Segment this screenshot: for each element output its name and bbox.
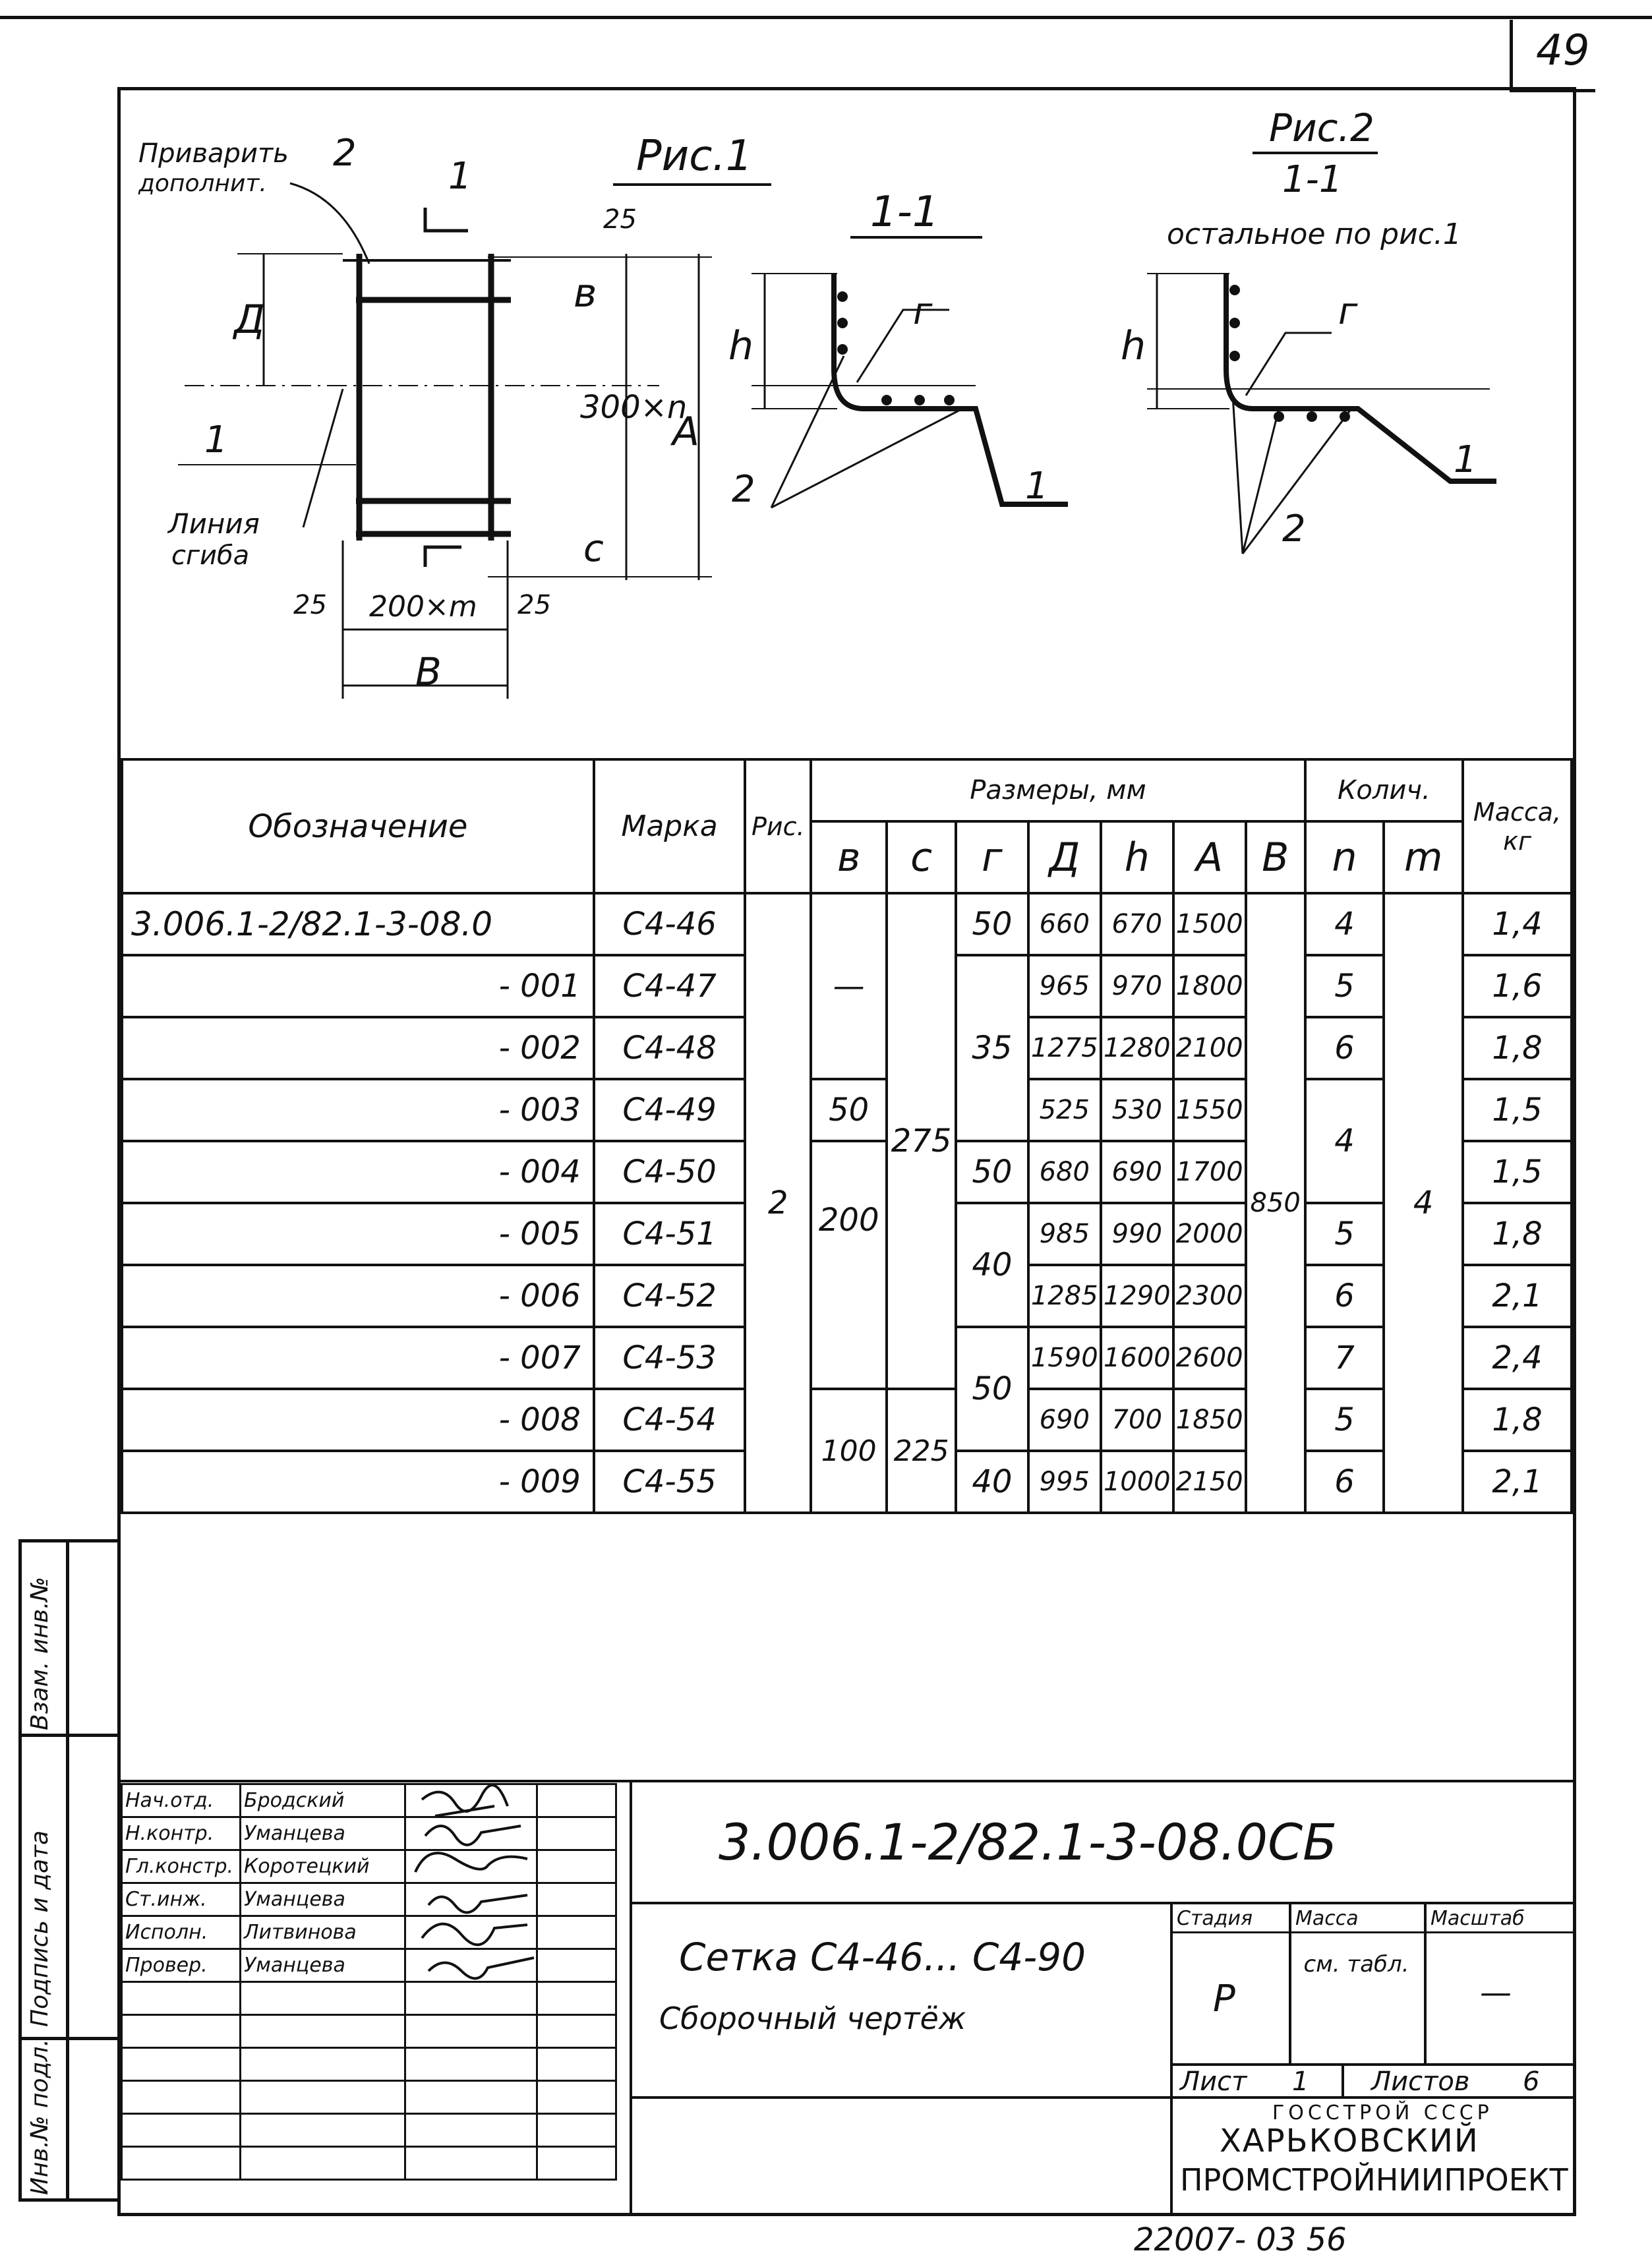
section-label-1: 1 bbox=[1025, 465, 1049, 508]
A-cell: 1500 bbox=[1173, 893, 1246, 955]
dim-D: Д bbox=[234, 297, 265, 343]
leader-2b bbox=[771, 409, 962, 508]
fig2-label-2: 2 bbox=[1282, 508, 1306, 550]
side-label-inv-original: Инв.№ подл. bbox=[26, 2039, 53, 2195]
A-cell: 1550 bbox=[1173, 1079, 1246, 1141]
signer-role: Провер. bbox=[122, 1949, 241, 1982]
A-cell: 2300 bbox=[1173, 1265, 1246, 1327]
mark-cell: С4-55 bbox=[594, 1451, 746, 1513]
dim-A: А bbox=[672, 409, 700, 455]
signer-name: Уманцева bbox=[241, 1883, 405, 1916]
g-cell: 50 bbox=[956, 1141, 1028, 1203]
A-cell: 1850 bbox=[1173, 1389, 1246, 1451]
rebar-dot bbox=[1340, 411, 1350, 422]
mass-cell: 1,4 bbox=[1463, 893, 1572, 955]
designation-cell: - 006 bbox=[122, 1265, 594, 1327]
signer-name: Уманцева bbox=[241, 1817, 405, 1850]
stage-value: Р bbox=[1213, 1978, 1235, 2020]
v-cell: 50 bbox=[811, 1079, 887, 1141]
signer-row bbox=[122, 1949, 616, 1982]
A-cell: 2600 bbox=[1173, 1327, 1246, 1389]
designation-cell: - 003 bbox=[122, 1079, 594, 1141]
A-cell: 1800 bbox=[1173, 955, 1246, 1017]
designation-cell: - 008 bbox=[122, 1389, 594, 1451]
side-label-signature-date: Подпись и дата bbox=[26, 1830, 53, 2027]
signer-name: Коротецкий bbox=[241, 1850, 405, 1883]
mass-cell: 1,5 bbox=[1463, 1141, 1572, 1203]
col-mass: Масса, кг bbox=[1463, 759, 1572, 893]
scale-label: Масштаб bbox=[1431, 1907, 1525, 1930]
signer-row bbox=[122, 1883, 616, 1916]
blank-row bbox=[122, 1982, 616, 2015]
rebar-dot bbox=[914, 395, 925, 405]
rebar-dot bbox=[837, 291, 848, 302]
A-cell: 2000 bbox=[1173, 1203, 1246, 1265]
date-cell bbox=[537, 1949, 616, 1982]
col-dims-group: Размеры, мм bbox=[811, 759, 1305, 821]
mark-cell: С4-49 bbox=[594, 1079, 746, 1141]
g-cell: 35 bbox=[956, 955, 1028, 1141]
mark-cell: С4-54 bbox=[594, 1389, 746, 1451]
dim-300n: 300×n bbox=[580, 389, 688, 426]
section-1-1-title: 1-1 bbox=[870, 188, 939, 237]
sheets-value: 6 bbox=[1523, 2067, 1540, 2097]
dim-c: с bbox=[583, 527, 604, 570]
D-cell: 965 bbox=[1028, 955, 1101, 1017]
col-A: А bbox=[1173, 821, 1246, 893]
col-D: Д bbox=[1028, 821, 1101, 893]
section-label-1-top: 1 bbox=[448, 155, 472, 198]
date-cell bbox=[537, 1883, 616, 1916]
col-mark: Марка bbox=[594, 759, 746, 893]
h-cell: 1000 bbox=[1101, 1451, 1173, 1513]
title-block-vsep-2 bbox=[1170, 1902, 1173, 2215]
signer-row bbox=[122, 1850, 616, 1883]
fig1-label-1: 1 bbox=[204, 419, 228, 461]
fig1-title: Рис.1 bbox=[636, 132, 753, 181]
date-cell bbox=[537, 1850, 616, 1883]
dim-200m: 200×m bbox=[369, 590, 477, 624]
designation-cell: - 001 bbox=[122, 955, 594, 1017]
mass-cell: 1,8 bbox=[1463, 1203, 1572, 1265]
header-row-1 bbox=[122, 759, 1572, 821]
scale-value: — bbox=[1480, 1974, 1512, 2011]
signer-role: Нач.отд. bbox=[122, 1784, 241, 1817]
bottom-stamp: 22007- 03 56 bbox=[1134, 2221, 1347, 2258]
specification-table bbox=[121, 758, 1573, 1514]
n-cell: 5 bbox=[1305, 1203, 1384, 1265]
dim-B: В bbox=[415, 649, 442, 694]
title-block-hsep-3 bbox=[1170, 1931, 1573, 1933]
designation-cell: - 002 bbox=[122, 1017, 594, 1079]
designation-cell: - 009 bbox=[122, 1451, 594, 1513]
fig2-dim-g: г bbox=[1338, 290, 1358, 333]
mass-value: см. табл. bbox=[1303, 1951, 1409, 1978]
g-cell: 40 bbox=[956, 1451, 1028, 1513]
col-B: В bbox=[1246, 821, 1305, 893]
table-row bbox=[122, 893, 1572, 955]
D-cell: 985 bbox=[1028, 1203, 1101, 1265]
date-cell bbox=[537, 1916, 616, 1949]
side-strip-sep-1 bbox=[18, 1734, 117, 1737]
rebar-dot bbox=[1307, 411, 1317, 422]
rebar-dot bbox=[1229, 285, 1240, 295]
mass-cell: 2,4 bbox=[1463, 1327, 1572, 1389]
fig2-section-title: 1-1 bbox=[1282, 158, 1343, 201]
mark-cell: С4-48 bbox=[594, 1017, 746, 1079]
section-dim-g: г bbox=[913, 290, 933, 333]
D-cell: 680 bbox=[1028, 1141, 1101, 1203]
c-cell: 275 bbox=[887, 893, 956, 1389]
g-cell: 50 bbox=[956, 1327, 1028, 1451]
doc-name-line2: Сборочный чертёж bbox=[659, 2001, 966, 2036]
n-cell: 7 bbox=[1305, 1327, 1384, 1389]
mark-cell: С4-51 bbox=[594, 1203, 746, 1265]
signer-role: Исполн. bbox=[122, 1916, 241, 1949]
rebar-dot bbox=[881, 395, 892, 405]
n-cell: 4 bbox=[1305, 1079, 1384, 1203]
A-cell: 2150 bbox=[1173, 1451, 1246, 1513]
title-block-vsep-3 bbox=[1289, 1902, 1291, 2063]
col-designation: Обозначение bbox=[122, 759, 594, 893]
date-cell bbox=[537, 1817, 616, 1850]
signer-row bbox=[122, 1817, 616, 1850]
leader-g2 bbox=[1246, 333, 1332, 396]
doc-name-line1: Сетка С4-46... С4-90 bbox=[679, 1935, 1086, 1980]
blank-row bbox=[122, 2081, 616, 2114]
n-cell: 6 bbox=[1305, 1017, 1384, 1079]
fig1-label-2: 2 bbox=[333, 132, 357, 175]
h-cell: 690 bbox=[1101, 1141, 1173, 1203]
col-m: m bbox=[1384, 821, 1463, 893]
dim-v: в bbox=[574, 270, 597, 316]
signer-row bbox=[122, 1916, 616, 1949]
mark-cell: С4-47 bbox=[594, 955, 746, 1017]
col-c: с bbox=[887, 821, 956, 893]
signature bbox=[405, 1817, 537, 1850]
mass-cell: 1,8 bbox=[1463, 1017, 1572, 1079]
designation-cell: - 007 bbox=[122, 1327, 594, 1389]
org-line3: ПРОМСТРОЙНИИПРОЕКТ bbox=[1180, 2162, 1568, 2198]
section-dim-h: h bbox=[728, 323, 754, 369]
side-strip-divider bbox=[66, 1539, 69, 2202]
signer-role: Гл.констр. bbox=[122, 1850, 241, 1883]
blank-row bbox=[122, 2015, 616, 2048]
A-cell: 1700 bbox=[1173, 1141, 1246, 1203]
B-cell: 850 bbox=[1246, 893, 1305, 1513]
weld-note-line1: Приварить bbox=[138, 138, 289, 169]
table-row bbox=[122, 1079, 1572, 1141]
n-cell: 4 bbox=[1305, 893, 1384, 955]
sheet-value: 1 bbox=[1292, 2067, 1309, 2097]
mass-cell: 2,1 bbox=[1463, 1451, 1572, 1513]
D-cell: 1590 bbox=[1028, 1327, 1101, 1389]
assembly-drawing bbox=[0, 0, 1652, 758]
sheet-label: Лист bbox=[1180, 2067, 1247, 2097]
mass-cell: 2,1 bbox=[1463, 1265, 1572, 1327]
signature bbox=[405, 1784, 537, 1817]
blank-row bbox=[122, 2048, 616, 2081]
page-number: 49 bbox=[1536, 26, 1590, 75]
mark-cell: С4-52 bbox=[594, 1265, 746, 1327]
dim-25-right: 25 bbox=[517, 590, 551, 620]
signature bbox=[405, 1850, 537, 1883]
n-cell: 6 bbox=[1305, 1451, 1384, 1513]
h-cell: 1280 bbox=[1101, 1017, 1173, 1079]
leader-g bbox=[857, 310, 949, 382]
mass-cell: 1,8 bbox=[1463, 1389, 1572, 1451]
rebar-dot bbox=[1229, 318, 1240, 328]
stage-label: Стадия bbox=[1177, 1907, 1253, 1930]
weld-note-line2: дополнит. bbox=[138, 170, 267, 197]
org-line1: ГОССТРОЙ СССР bbox=[1272, 2101, 1493, 2125]
date-cell bbox=[537, 1784, 616, 1817]
D-cell: 525 bbox=[1028, 1079, 1101, 1141]
D-cell: 690 bbox=[1028, 1389, 1101, 1451]
fig-cell: 2 bbox=[745, 893, 811, 1513]
fig2-title: Рис.2 bbox=[1269, 105, 1374, 150]
side-label-replaced-inv: Взам. инв.№ bbox=[26, 1577, 53, 1730]
blank-row bbox=[122, 2114, 616, 2147]
mass-cell: 1,6 bbox=[1463, 955, 1572, 1017]
v-cell: — bbox=[811, 893, 887, 1079]
leader-2-fig2 bbox=[1243, 409, 1279, 554]
col-n: n bbox=[1305, 821, 1384, 893]
rebar-dot bbox=[1274, 411, 1284, 422]
blank-row bbox=[122, 2147, 616, 2180]
org-line2: ХАРЬКОВСКИЙ bbox=[1220, 2123, 1479, 2159]
D-cell: 1275 bbox=[1028, 1017, 1101, 1079]
signer-role: Н.контр. bbox=[122, 1817, 241, 1850]
v-cell: 100 bbox=[811, 1389, 887, 1513]
section-mark-bottom bbox=[425, 547, 461, 567]
n-cell: 6 bbox=[1305, 1265, 1384, 1327]
signatures-table bbox=[121, 1783, 617, 2181]
designation-cell: 3.006.1-2/82.1-3-08.0 bbox=[122, 893, 594, 955]
title-block-hsep-1 bbox=[630, 1902, 1573, 1904]
col-h: h bbox=[1101, 821, 1173, 893]
h-cell: 990 bbox=[1101, 1203, 1173, 1265]
sheet-divider bbox=[1342, 2063, 1344, 2096]
mark-cell: С4-53 bbox=[594, 1327, 746, 1389]
D-cell: 1285 bbox=[1028, 1265, 1101, 1327]
fig2-label-1: 1 bbox=[1454, 438, 1477, 481]
h-cell: 700 bbox=[1101, 1389, 1173, 1451]
h-cell: 1600 bbox=[1101, 1327, 1173, 1389]
mark-cell: С4-50 bbox=[594, 1141, 746, 1203]
title-block-vsep bbox=[630, 1780, 632, 2215]
title-block-vsep-4 bbox=[1424, 1902, 1427, 2063]
bend-line-label1: Линия bbox=[168, 508, 260, 540]
c-cell: 225 bbox=[887, 1389, 956, 1513]
table-row bbox=[122, 1389, 1572, 1451]
signature bbox=[405, 1949, 537, 1982]
signer-role: Ст.инж. bbox=[122, 1883, 241, 1916]
n-cell: 5 bbox=[1305, 1389, 1384, 1451]
col-g: г bbox=[956, 821, 1028, 893]
designation-cell: - 004 bbox=[122, 1141, 594, 1203]
dim-25-top: 25 bbox=[603, 204, 637, 235]
leader-2-fig2 bbox=[1233, 396, 1243, 554]
doc-code: 3.006.1-2/82.1-3-08.0СБ bbox=[719, 1813, 1338, 1871]
rebar-dot bbox=[1229, 351, 1240, 361]
v-cell: 200 bbox=[811, 1141, 887, 1389]
designation-cell: - 005 bbox=[122, 1203, 594, 1265]
leader-2a bbox=[771, 356, 844, 508]
h-cell: 670 bbox=[1101, 893, 1173, 955]
mass-label: Масса bbox=[1295, 1907, 1359, 1930]
mark-cell: С4-46 bbox=[594, 893, 746, 955]
weld-leader bbox=[290, 183, 369, 264]
h-cell: 1290 bbox=[1101, 1265, 1173, 1327]
signer-row bbox=[122, 1784, 616, 1817]
title-block-hsep-4 bbox=[1170, 2063, 1573, 2066]
col-v: в bbox=[811, 821, 887, 893]
section-mark-top bbox=[425, 208, 468, 231]
section-label-2: 2 bbox=[732, 468, 755, 511]
m-cell: 4 bbox=[1384, 893, 1463, 1513]
bend-line-label2: сгиба bbox=[171, 541, 250, 571]
signer-name: Бродский bbox=[241, 1784, 405, 1817]
col-qty-group: Колич. bbox=[1305, 759, 1463, 821]
h-cell: 530 bbox=[1101, 1079, 1173, 1141]
rebar-dot bbox=[837, 344, 848, 355]
A-cell: 2100 bbox=[1173, 1017, 1246, 1079]
col-fig: Рис. bbox=[745, 759, 811, 893]
g-cell: 40 bbox=[956, 1203, 1028, 1327]
bend-leader bbox=[303, 389, 343, 527]
signature bbox=[405, 1916, 537, 1949]
g-cell: 50 bbox=[956, 893, 1028, 955]
signature bbox=[405, 1883, 537, 1916]
fig2-note: остальное по рис.1 bbox=[1167, 218, 1461, 251]
title-block-top-line bbox=[121, 1780, 1573, 1782]
mass-cell: 1,5 bbox=[1463, 1079, 1572, 1141]
rebar-dot bbox=[837, 318, 848, 328]
sheets-label: Листов bbox=[1371, 2067, 1470, 2097]
D-cell: 995 bbox=[1028, 1451, 1101, 1513]
dim-25-left: 25 bbox=[293, 590, 327, 620]
D-cell: 660 bbox=[1028, 893, 1101, 955]
signer-name: Уманцева bbox=[241, 1949, 405, 1982]
rebar-dot bbox=[944, 395, 955, 405]
h-cell: 970 bbox=[1101, 955, 1173, 1017]
fig2-dim-h: h bbox=[1121, 323, 1146, 369]
n-cell: 5 bbox=[1305, 955, 1384, 1017]
signer-name: Литвинова bbox=[241, 1916, 405, 1949]
